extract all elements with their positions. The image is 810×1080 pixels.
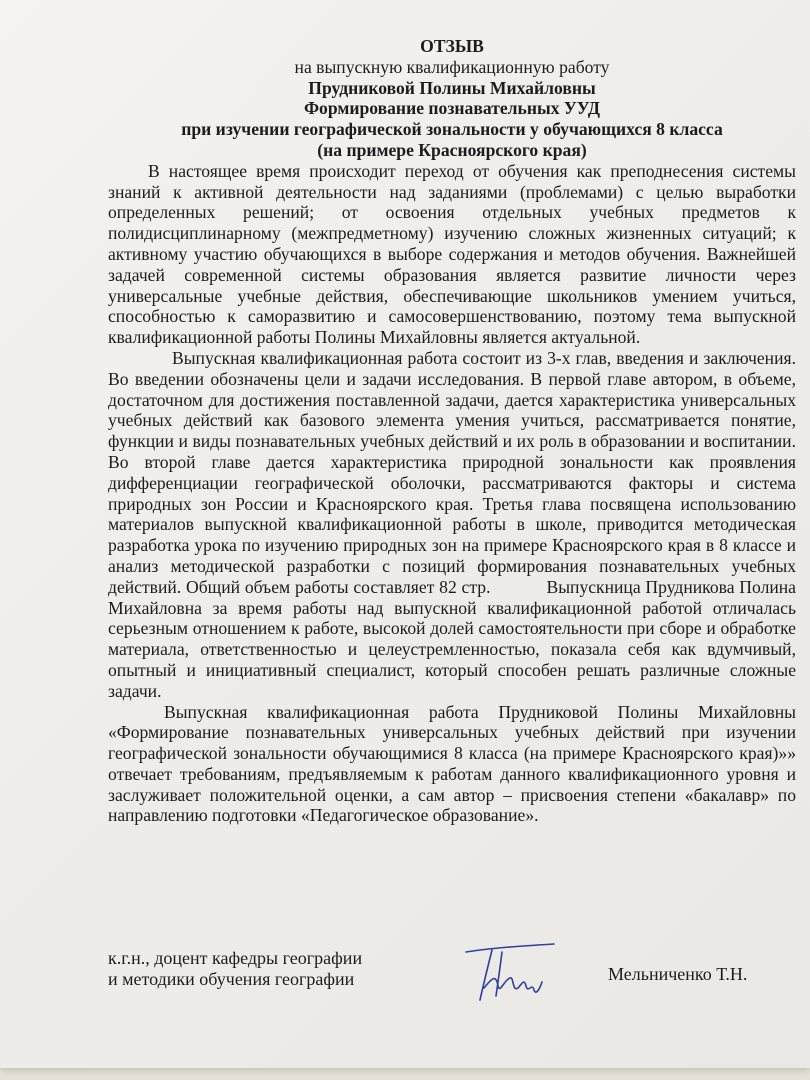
signature-stroke [466,944,554,1000]
student-name: Прудниковой Полины Михайловны [308,77,596,98]
signatory-position-line-2: и методики обучения географии [108,969,355,989]
signatory-position-line-1: к.г.н., доцент кафедры географии [108,948,363,968]
document-heading [108,36,796,161]
thesis-topic-line-2: при изучении географической зональности у обучающихся 8 класса [181,119,723,140]
handwritten-signature [462,938,562,1006]
paragraph-student-assessment: Выпускница Прудникова Полина Михайловна за время работы над выпускной квалификационной работой отличалась серьезным отношением к работе, высокой долей самостоятельности при сборе и обработке материала, ответственностью и целеустремленностью, показала себя как вдумчивый, опытный и инициативный специалист, который способен решать различные сложные задачи. [108,576,796,701]
document-subtitle: на выпускную квалификационную работу [294,56,610,77]
signatory-name: Мельниченко Т.Н. [608,964,748,984]
signatory-position [108,948,438,990]
thesis-topic-line-3: (на примере Красноярского края) [317,139,587,160]
paragraph-structure: Выпускная квалификационная работа состоит из 3-х глав, введения и заключения. Во введении обозначены цели и задачи исследования. В первой главе автором, в объеме, достаточном для достижения поставленной задачи, дается характеристика универсальных учебных действий как базового элемента умения учиться, рассматривается понятие, функции и виды познавательных учебных действий и их роль в образовании и воспитании. Во второй главе дается характеристика природной зональности как проявления дифференциации географической оболочки, рассматриваются факторы и система природных зон России и Красноярского края. Третья глава посвящена использованию материалов выпускной квалификационной работы в школе, приводится методическая разработка урока по изучению природных зон на примере Красноярского края в 8 классе и анализ методической разработки с позиций формирования познавательных учебных действий. Общий объем работы составляет 82 стр. Выпускница Прудникова Полина Михайловна за время работы над выпускной квалификационной работой отличалась серьезным отношением к работе, высокой долей самостоятельности при сборе и обработке материала, ответственностью и целеустремленностью, показала себя как вдумчивый, опытный и инициативный специалист, который способен решать различные сложные задачи. [108,347,796,701]
paragraph-conclusion: Выпускная квалификационная работа Прудниковой Полины Михайловны «Формирование познавательных универсальных учебных действий при изучении географической зональности обучающимися 8 класса (на примере Красноярского края)»» отвечает требованиям, предъявляемым к работам данного квалификационного уровня и заслуживает положительной оценки, а сам автор – присвоения степени «бакалавр» по направлению подготовки «Педагогическое образование». [108,701,796,826]
thesis-topic-line-1: Формирование познавательных УУД [303,98,601,119]
paragraph-relevance: В настоящее время происходит переход от обучения как преподнесения системы знаний к активной деятельности над заданиями (проблемами) с целью выработки определенных решений; от освоения отдельных учебных предметов к полидисциплинарному (межпредметному) изучению сложных жизненных ситуаций; к активному участию обучающихся в выборе содержания и методов обучения. Важнейшей задачей современной системы образования является развитие личности через универсальные учебные действия, обеспечивающие школьников умением учиться, способностью к саморазвитию и самосовершенствованию, поэтому тема выпускной квалификационной работы Полины Михайловны является актуальной. [108,160,796,348]
document-title: ОТЗЫВ [420,36,484,56]
review-document [108,36,796,826]
